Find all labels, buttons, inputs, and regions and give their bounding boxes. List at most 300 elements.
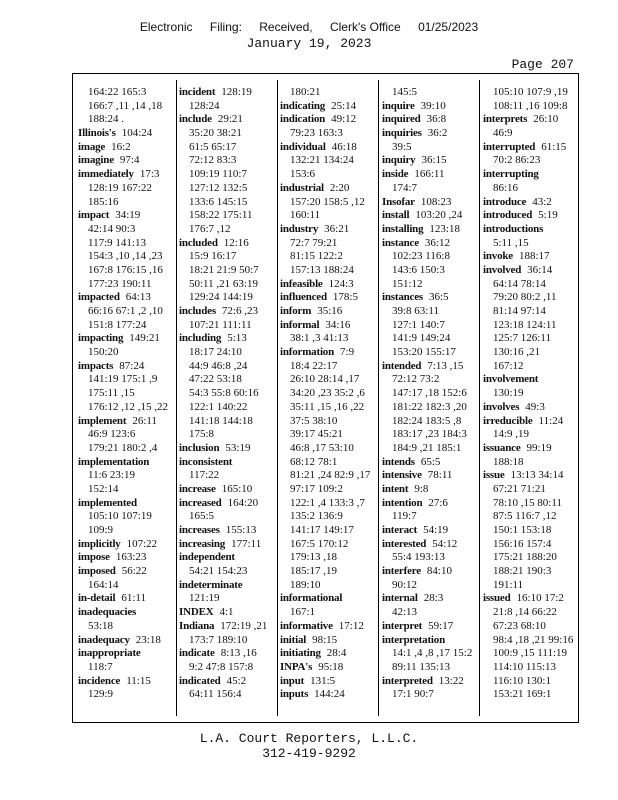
index-page-refs: 177:11 bbox=[231, 537, 262, 550]
index-headword: INPA's bbox=[280, 660, 313, 673]
index-entry bbox=[78, 168, 178, 182]
index-page-refs: 46:18 bbox=[331, 140, 357, 153]
index-headword: inappropriate bbox=[78, 647, 141, 660]
index-entry bbox=[483, 592, 583, 606]
index-page-refs: 7:13 ,15 bbox=[427, 359, 464, 372]
index-page-refs: 28:4 bbox=[326, 647, 347, 660]
index-page-refs: 54:21 154:23 bbox=[189, 565, 248, 578]
index-page-refs: 38:1 ,3 41:13 bbox=[290, 332, 349, 345]
index-page-refs: 179:13 ,18 bbox=[290, 551, 338, 564]
index-page-refs: 61:5 65:17 bbox=[189, 140, 237, 153]
index-headword: interpreted bbox=[382, 674, 433, 687]
index-page-refs: 127:1 140:7 bbox=[392, 318, 445, 331]
index-entry bbox=[483, 168, 583, 182]
index-headword: imposed bbox=[78, 565, 116, 578]
index-page-refs: 59:17 bbox=[428, 619, 454, 632]
index-page-refs: 61:11 bbox=[121, 592, 146, 605]
index-page-refs: 151:12 bbox=[392, 277, 423, 290]
index-headword: interprets bbox=[483, 113, 528, 126]
index-page-refs: 128:19 167:22 bbox=[88, 181, 152, 194]
stamp-date: 01/25/2023 bbox=[418, 20, 479, 34]
index-entry bbox=[483, 373, 583, 387]
index-headword: introductions bbox=[483, 222, 544, 235]
index-page-refs: 181:22 182:3 ,20 bbox=[392, 400, 467, 413]
index-page-refs: 56:22 bbox=[121, 565, 147, 578]
index-entry bbox=[179, 497, 279, 511]
index-entry bbox=[382, 291, 482, 305]
index-headword: invoke bbox=[483, 250, 513, 263]
index-page-refs: 125:7 126:11 bbox=[493, 332, 551, 345]
index-page-refs: 13:13 34:14 bbox=[510, 469, 564, 482]
index-headword: Indiana bbox=[179, 619, 215, 632]
index-page-refs: 27:6 bbox=[428, 496, 448, 509]
index-entry bbox=[280, 634, 380, 648]
index-page-refs: 68:12 78:1 bbox=[290, 455, 338, 468]
index-headword: introduced bbox=[483, 209, 533, 222]
index-headword: inconsistent bbox=[179, 455, 233, 468]
index-page-refs: 165:5 bbox=[189, 510, 215, 523]
index-page-refs: 65:5 bbox=[420, 455, 441, 468]
index-headword: informational bbox=[280, 592, 343, 605]
index-entry bbox=[179, 538, 279, 552]
index-page-refs: 129:9 bbox=[88, 688, 114, 701]
index-page-refs: 131:5 bbox=[310, 674, 336, 687]
index-page-refs: 158:22 175:11 bbox=[189, 209, 253, 222]
index-entry bbox=[78, 141, 178, 155]
index-page-refs: 18:17 24:10 bbox=[189, 346, 242, 359]
index-headword: impacts bbox=[78, 359, 114, 372]
index-headword: increase bbox=[179, 482, 216, 495]
index-page-refs: 98:4 ,18 ,21 99:16 bbox=[493, 633, 574, 646]
index-page-refs: 98:15 bbox=[312, 633, 338, 646]
index-entry bbox=[382, 456, 482, 470]
index-page-refs: 54:19 bbox=[423, 524, 449, 536]
index-headword: impose bbox=[78, 551, 110, 564]
index-page-refs: 9:8 bbox=[414, 482, 429, 495]
index-page-refs: 160:11 bbox=[290, 209, 321, 222]
index-headword: indeterminate bbox=[179, 578, 243, 591]
index-page-refs: 90:12 bbox=[392, 578, 418, 591]
index-entry bbox=[78, 538, 178, 552]
index-entry bbox=[382, 538, 482, 552]
index-headword: informative bbox=[280, 619, 333, 632]
index-page-refs: 21:8 ,14 66:22 bbox=[493, 606, 557, 619]
index-headword: intends bbox=[382, 455, 415, 468]
index-headword: issued bbox=[483, 592, 511, 605]
index-page-refs: 26:10 28:14 ,17 bbox=[290, 373, 360, 386]
index-page-refs: 118:7 bbox=[88, 660, 113, 673]
index-page-refs: 49:12 bbox=[331, 113, 357, 126]
index-entry bbox=[382, 620, 482, 634]
index-page-refs: 165:10 bbox=[221, 482, 253, 495]
index-page-refs: 121:19 bbox=[189, 592, 220, 605]
index-entry bbox=[382, 154, 482, 168]
index-page-refs: 109:19 110:7 bbox=[189, 168, 247, 181]
index-entry bbox=[78, 332, 178, 346]
index-entry bbox=[280, 675, 380, 689]
index-headword: including bbox=[179, 332, 222, 345]
index-page-refs: 97:4 bbox=[119, 154, 140, 167]
index-page-refs: 107:22 bbox=[126, 537, 158, 550]
index-page-refs: 13:22 bbox=[438, 674, 464, 687]
index-headword: interrupted bbox=[483, 140, 536, 153]
index-page-refs: 141:19 175:1 ,9 bbox=[88, 373, 158, 386]
index-page-refs: 145:5 bbox=[392, 86, 418, 98]
index-page-refs: 11:15 bbox=[126, 674, 151, 687]
index-page-refs: 152:14 bbox=[88, 482, 119, 495]
index-entry bbox=[483, 469, 583, 483]
footer bbox=[0, 731, 618, 761]
index-headword: increased bbox=[179, 496, 222, 509]
index-headword: intensive bbox=[382, 469, 422, 482]
index-entry bbox=[179, 551, 279, 565]
index-entry bbox=[78, 634, 178, 648]
index-page-refs: 46:8 ,17 53:10 bbox=[290, 441, 354, 454]
index-page-refs: 141:17 149:17 bbox=[290, 524, 354, 536]
index-headword: implemented bbox=[78, 496, 137, 509]
stamp-received: Received, bbox=[259, 20, 313, 34]
index-page-refs: 36:14 bbox=[527, 263, 553, 276]
stamp-clerks: Clerk's bbox=[329, 20, 367, 34]
index-page-refs: 42:13 bbox=[392, 606, 418, 619]
index-headword: infeasible bbox=[280, 277, 323, 290]
index-page-refs: 39:5 bbox=[392, 140, 412, 153]
index-headword: install bbox=[382, 209, 410, 222]
index-entry bbox=[78, 415, 178, 429]
index-page-refs: 42:14 90:3 bbox=[88, 222, 136, 235]
index-entry bbox=[179, 620, 279, 634]
index-page-refs: 122:1 ,4 133:3 ,7 bbox=[290, 496, 365, 509]
index-page-refs: 64:14 78:14 bbox=[493, 277, 546, 290]
index-page-refs: 35:11 ,15 ,16 ,22 bbox=[290, 400, 365, 413]
index-page-refs: 28:3 bbox=[423, 592, 444, 605]
index-page-refs: 172:19 ,21 bbox=[220, 619, 268, 632]
index-entry bbox=[382, 634, 482, 648]
index-page-refs: 183:17 ,23 184:3 bbox=[392, 428, 467, 441]
index-headword: impacted bbox=[78, 291, 120, 304]
index-page-refs: 5:13 bbox=[227, 332, 247, 345]
transcript-date: January 19, 2023 bbox=[246, 36, 372, 51]
index-entry bbox=[382, 237, 482, 251]
index-headword: inquire bbox=[382, 99, 415, 112]
index-page-refs: 141:9 149:24 bbox=[392, 332, 451, 345]
index-entry bbox=[280, 661, 380, 675]
index-headword: issue bbox=[483, 469, 505, 482]
index-headword: include bbox=[179, 113, 212, 126]
index-headword: initial bbox=[280, 633, 307, 646]
index-headword: issuance bbox=[483, 441, 521, 454]
index-page-refs: 43:2 bbox=[532, 195, 552, 208]
index-page-refs: 86:16 bbox=[493, 181, 519, 194]
index-page-refs: 132:21 134:24 bbox=[290, 154, 354, 167]
index-page-refs: 180:21 bbox=[290, 86, 321, 98]
index-page-refs: 66:16 67:1 ,2 ,10 bbox=[88, 305, 163, 317]
index-entry bbox=[382, 100, 482, 114]
index-entry bbox=[280, 223, 380, 237]
index-page-refs: 191:11 bbox=[493, 578, 524, 591]
index-headword: introduce bbox=[483, 195, 527, 208]
index-page-refs: 167:12 bbox=[493, 359, 524, 372]
index-page-refs: 36:5 bbox=[428, 291, 449, 304]
index-page-refs: 78:10 ,15 80:11 bbox=[493, 496, 562, 509]
index-page-refs: 14:1 ,4 ,8 ,17 15:2 bbox=[392, 647, 473, 660]
index-entry bbox=[179, 86, 279, 100]
index-page-refs: 54:3 55:8 60:16 bbox=[189, 387, 259, 400]
index-headword: interfere bbox=[382, 565, 421, 578]
index-column-1 bbox=[78, 86, 178, 702]
index-entry bbox=[280, 141, 380, 155]
index-page-refs: 109:9 bbox=[88, 524, 114, 536]
index-entry bbox=[179, 675, 279, 689]
index-page-refs: 37:5 38:10 bbox=[290, 414, 338, 427]
index-entry bbox=[382, 565, 482, 579]
index-headword: inquired bbox=[382, 113, 421, 126]
index-page-refs: 16:10 17:2 bbox=[516, 592, 564, 605]
index-page-refs: 167:1 bbox=[290, 606, 316, 619]
index-page-refs: 104:24 bbox=[121, 127, 153, 140]
index-entry bbox=[280, 647, 380, 661]
index-page-refs: 124:3 bbox=[328, 277, 354, 290]
index-page-refs: 79:23 163:3 bbox=[290, 127, 343, 140]
index-entry bbox=[78, 606, 178, 620]
index-entry bbox=[179, 483, 279, 497]
index-page-refs: 14:9 ,19 bbox=[493, 428, 530, 441]
index-headword: Illinois's bbox=[78, 127, 116, 140]
index-page-refs: 166:11 bbox=[414, 168, 445, 181]
index-entry bbox=[382, 113, 482, 127]
index-page-refs: 108:11 ,16 109:8 bbox=[493, 99, 568, 112]
index-entry bbox=[280, 620, 380, 634]
index-headword: independent bbox=[179, 551, 235, 564]
index-entry bbox=[382, 360, 482, 374]
index-page-refs: 144:24 bbox=[314, 688, 345, 701]
index-page-refs: 72:7 79:21 bbox=[290, 236, 338, 249]
index-page-refs: 44:9 46:8 ,24 bbox=[189, 359, 248, 372]
index-entry bbox=[280, 182, 380, 196]
index-entry bbox=[382, 127, 482, 141]
index-page-refs: 123:18 124:11 bbox=[493, 318, 557, 331]
index-headword: internal bbox=[382, 592, 418, 605]
index-page-refs: 34:20 ,23 35:2 ,6 bbox=[290, 387, 365, 400]
index-page-refs: 46:9 bbox=[493, 127, 513, 140]
index-page-refs: 156:16 157:4 bbox=[493, 537, 552, 550]
index-headword: instance bbox=[382, 236, 419, 249]
reporter-name: L.A. Court Reporters, L.L.C. bbox=[199, 731, 419, 746]
index-page-refs: 185:17 ,19 bbox=[290, 565, 338, 578]
index-entry bbox=[280, 100, 380, 114]
index-page-refs: 15:9 16:17 bbox=[189, 250, 237, 263]
index-page-refs: 184:9 ,21 185:1 bbox=[392, 441, 462, 454]
index-headword: involvement bbox=[483, 373, 539, 386]
index-page-refs: 2:20 bbox=[329, 181, 350, 194]
index-page-refs: 117:9 141:13 bbox=[88, 236, 146, 249]
index-headword: implement bbox=[78, 414, 127, 427]
index-page-refs: 176:7 ,12 bbox=[189, 222, 231, 235]
index-page-refs: 188:18 bbox=[493, 455, 524, 468]
index-page-refs: 119:7 bbox=[392, 510, 417, 523]
index-page-refs: 34:19 bbox=[115, 209, 141, 222]
reporter-phone: 312-419-9292 bbox=[262, 746, 356, 761]
index-entry bbox=[382, 469, 482, 483]
index-headword: in-detail bbox=[78, 592, 116, 605]
index-headword: intention bbox=[382, 496, 423, 509]
index-entry bbox=[179, 113, 279, 127]
index-entry bbox=[78, 291, 178, 305]
index-page-refs: 175:21 188:20 bbox=[493, 551, 557, 564]
index-headword: imagine bbox=[78, 154, 114, 167]
index-page-refs: 18:21 21:9 50:7 bbox=[189, 263, 259, 276]
index-page-refs: 175:8 bbox=[189, 428, 215, 441]
index-page-refs: 185:16 bbox=[88, 195, 119, 208]
index-headword: installing bbox=[382, 222, 424, 235]
index-page-refs: 36:2 bbox=[427, 127, 448, 140]
index-page-refs: 150:1 153:18 bbox=[493, 524, 552, 536]
index-page-refs: 163:23 bbox=[115, 551, 147, 564]
index-entry bbox=[179, 237, 279, 251]
index-page-refs: 133:6 145:15 bbox=[189, 195, 248, 208]
index-headword: inadequacy bbox=[78, 633, 130, 646]
index-page-refs: 153:6 bbox=[290, 168, 316, 181]
index-entry bbox=[483, 415, 583, 429]
index-page-refs: 173:7 189:10 bbox=[189, 633, 248, 646]
index-entry bbox=[179, 647, 279, 661]
index-page-refs: 153:21 169:1 bbox=[493, 688, 552, 701]
index-page-refs: 18:4 22:17 bbox=[290, 359, 338, 372]
index-headword: indicate bbox=[179, 647, 215, 660]
index-page-refs: 8:13 ,16 bbox=[220, 647, 257, 660]
index-entry bbox=[382, 592, 482, 606]
index-entry bbox=[280, 688, 380, 702]
index-entry bbox=[382, 168, 482, 182]
index-page-refs: 55:4 193:13 bbox=[392, 551, 445, 564]
page-number: Page 207 bbox=[511, 57, 574, 72]
index-page-refs: 127:12 132:5 bbox=[189, 181, 248, 194]
index-page-refs: 53:19 bbox=[225, 441, 251, 454]
index-page-refs: 17:3 bbox=[139, 168, 160, 181]
index-page-refs: 117:22 bbox=[189, 469, 220, 482]
index-page-refs: 11:24 bbox=[538, 414, 564, 427]
index-page-refs: 189:10 bbox=[290, 578, 321, 591]
index-entry bbox=[382, 223, 482, 237]
index-headword: Insofar bbox=[382, 195, 415, 208]
index-page-refs: 149:21 bbox=[129, 332, 160, 345]
index-page-refs: 67:21 71:21 bbox=[493, 482, 546, 495]
index-entry bbox=[483, 209, 583, 223]
index-headword: inputs bbox=[280, 688, 309, 701]
index-headword: interpretation bbox=[382, 633, 445, 646]
index-page-refs: 128:24 bbox=[189, 99, 220, 112]
index-page-refs: 97:17 109:2 bbox=[290, 482, 343, 495]
index-page-refs: 147:17 ,18 152:6 bbox=[392, 387, 467, 400]
index-page-refs: 17:1 90:7 bbox=[392, 688, 434, 701]
index-headword: involves bbox=[483, 400, 520, 413]
index-page-refs: 164:14 bbox=[88, 578, 119, 591]
index-page-refs: 81:14 97:14 bbox=[493, 305, 546, 317]
index-page-refs: 182:24 183:5 ,8 bbox=[392, 414, 462, 427]
index-page-refs: 135:2 136:9 bbox=[290, 510, 343, 523]
index-headword: immediately bbox=[78, 168, 134, 181]
index-page-refs: 36:15 bbox=[421, 154, 447, 167]
index-page-refs: 105:10 107:19 bbox=[88, 510, 152, 523]
index-entry bbox=[78, 565, 178, 579]
index-page-refs: 72:12 73:2 bbox=[392, 373, 440, 386]
index-headword: inform bbox=[280, 305, 312, 317]
index-entry bbox=[179, 305, 279, 319]
index-headword: implicitly bbox=[78, 537, 121, 550]
index-entry bbox=[382, 196, 482, 210]
index-page-refs: 53:18 bbox=[88, 619, 114, 632]
stamp-filing: Filing: bbox=[209, 20, 242, 34]
index-entry bbox=[280, 278, 380, 292]
index-entry bbox=[179, 442, 279, 456]
index-entry bbox=[179, 579, 279, 593]
index-page-refs: 46:9 123:6 bbox=[88, 428, 136, 441]
index-headword: intent bbox=[382, 482, 409, 495]
index-page-refs: 25:14 bbox=[331, 99, 357, 112]
index-entry bbox=[280, 291, 380, 305]
index-box bbox=[72, 73, 579, 723]
column-divider bbox=[277, 80, 278, 716]
index-headword: indication bbox=[280, 113, 326, 126]
index-page-refs: 128:19 bbox=[221, 86, 252, 98]
index-page-refs: 9:2 47:8 157:8 bbox=[189, 660, 254, 673]
index-page-refs: 64:13 bbox=[125, 291, 151, 304]
index-headword: inquiry bbox=[382, 154, 416, 167]
index-page-refs: 67:23 68:10 bbox=[493, 619, 546, 632]
index-page-refs: 116:10 130:1 bbox=[493, 674, 551, 687]
index-page-refs: 35:20 38:21 bbox=[189, 127, 242, 140]
index-page-refs: 39:8 63:11 bbox=[392, 305, 439, 317]
index-page-refs: 166:7 ,11 ,14 ,18 bbox=[88, 99, 163, 112]
index-headword: involved bbox=[483, 263, 522, 276]
index-page-refs: 81:21 ,24 82:9 ,17 bbox=[290, 469, 371, 482]
index-entry bbox=[382, 209, 482, 223]
index-entry bbox=[179, 524, 279, 538]
index-entry bbox=[483, 223, 583, 237]
index-page-refs: 188:17 bbox=[518, 250, 550, 263]
index-page-refs: 35:16 bbox=[317, 305, 343, 317]
index-page-refs: 130:19 bbox=[493, 387, 524, 400]
index-headword: impact bbox=[78, 209, 110, 222]
index-column-2 bbox=[179, 86, 279, 702]
index-headword: interrupting bbox=[483, 168, 539, 181]
index-entry bbox=[280, 305, 380, 319]
index-entry bbox=[280, 113, 380, 127]
index-entry bbox=[78, 647, 178, 661]
index-entry bbox=[382, 675, 482, 689]
stamp-electronic: Electronic bbox=[139, 20, 193, 34]
index-headword: increases bbox=[179, 524, 220, 536]
index-page-refs: 153:20 155:17 bbox=[392, 346, 456, 359]
index-page-refs: 141:18 144:18 bbox=[189, 414, 253, 427]
index-page-refs: 72:6 ,23 bbox=[221, 305, 258, 317]
index-entry bbox=[382, 483, 482, 497]
index-headword: informal bbox=[280, 318, 320, 331]
index-page-refs: 99:19 bbox=[526, 441, 552, 454]
index-page-refs: 39:10 bbox=[420, 99, 446, 112]
index-page-refs: 26:11 bbox=[132, 414, 157, 427]
index-page-refs: 34:16 bbox=[325, 318, 351, 331]
index-entry bbox=[179, 606, 279, 620]
index-entry bbox=[78, 675, 178, 689]
index-headword: intended bbox=[382, 359, 422, 372]
index-headword: implementation bbox=[78, 455, 150, 468]
index-page-refs: 84:10 bbox=[426, 565, 452, 578]
index-entry bbox=[280, 592, 380, 606]
index-page-refs: 122:1 140:22 bbox=[189, 400, 248, 413]
index-entry bbox=[483, 401, 583, 415]
index-page-refs: 47:22 53:18 bbox=[189, 373, 242, 386]
